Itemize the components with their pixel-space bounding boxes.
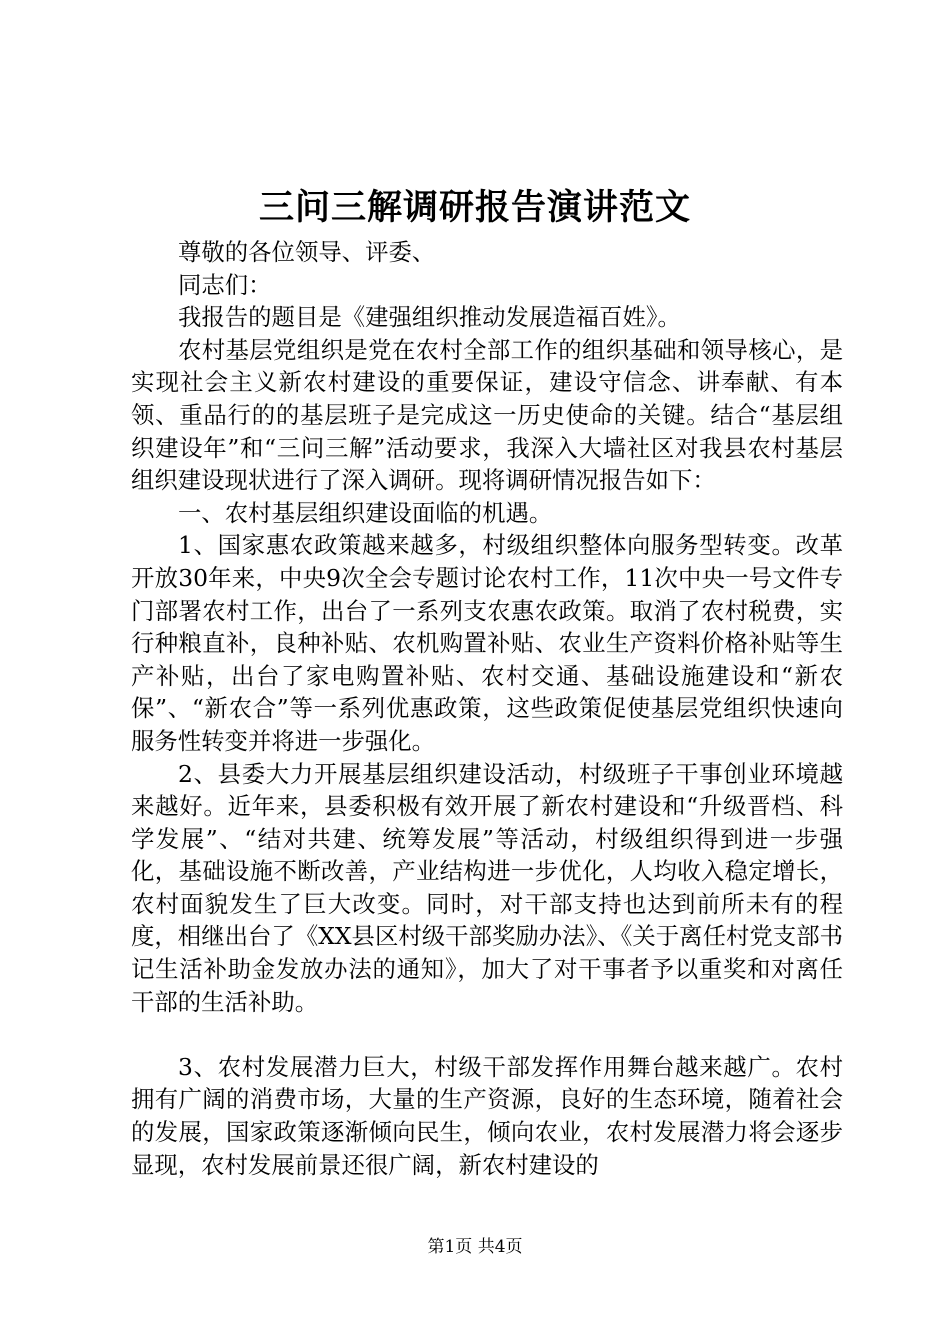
salutation-line-2: 同志们： bbox=[178, 270, 272, 299]
point-2-paragraph: 2、县委大力开展基层组织建设活动，村级班子干事创业环境越来越好。近年来，县委积极有效开展了新农村建设和“升级晋档、科学发展”、“结对共建、统筹发展”等活动，村级组织得到进一步强化，基础设施不断改善，产业结构进一步优化，人均收入稳定增长，农村面貌发生了巨大改变。同时，对干部支持也达到前所未有的程度，相继出台了《XX县区村级干部奖励办法》、《关于离任村党支部书记生活补助金发放办法的通知》，加大了对干事者予以重奖和对离任干部的生活补助。 bbox=[131, 759, 843, 1016]
intro-paragraph: 农村基层党组织是党在农村全部工作的组织基础和领导核心，是实现社会主义新农村建设的重要保证，建设守信念、讲奉献、有本领、重品行的的基层班子是完成这一历史使命的关键。结合“基层组织建设年”和“三问三解”活动要求，我深入大墙社区对我县农村基层组织建设现状进行了深入调研。现将调研情况报告如下： bbox=[131, 335, 843, 495]
page-footer: 第1页 共4页 bbox=[427, 1237, 523, 1257]
report-topic: 我报告的题目是《建强组织推动发展造福百姓》。 bbox=[178, 303, 681, 332]
section-heading-1: 一、农村基层组织建设面临的机遇。 bbox=[178, 498, 553, 527]
salutation-line-1: 尊敬的各位领导、评委、 bbox=[178, 238, 436, 266]
point-1-paragraph: 1、国家惠农政策越来越多，村级组织整体向服务型转变。改革开放30年来，中央9次全会专题讨论农村工作，11次中央一号文件专门部署农村工作，出台了一系列支农惠农政策。取消了农村税费，实行种粮直补，良种补贴、农机购置补贴、农业生产资料价格补贴等生产补贴，出台了家电购置补贴、农村交通、基础设施建设和“新农保”、“新农合”等一系列优惠政策，这些政策促使基层党组织快速向服务性转变并将进一步强化。 bbox=[131, 531, 843, 755]
point-3-paragraph: 3、农村发展潜力巨大，村级干部发挥作用舞台越来越广。农村拥有广阔的消费市场，大量的生产资源，良好的生态环境，随着社会的发展，国家政策逐渐倾向民生，倾向农业，农村发展潜力将会逐步显现，农村发展前景还很广阔，新农村建设的 bbox=[131, 1052, 843, 1179]
document-body bbox=[131, 236, 843, 1181]
document-title: 三问三解调研报告演讲范文 bbox=[258, 187, 691, 228]
